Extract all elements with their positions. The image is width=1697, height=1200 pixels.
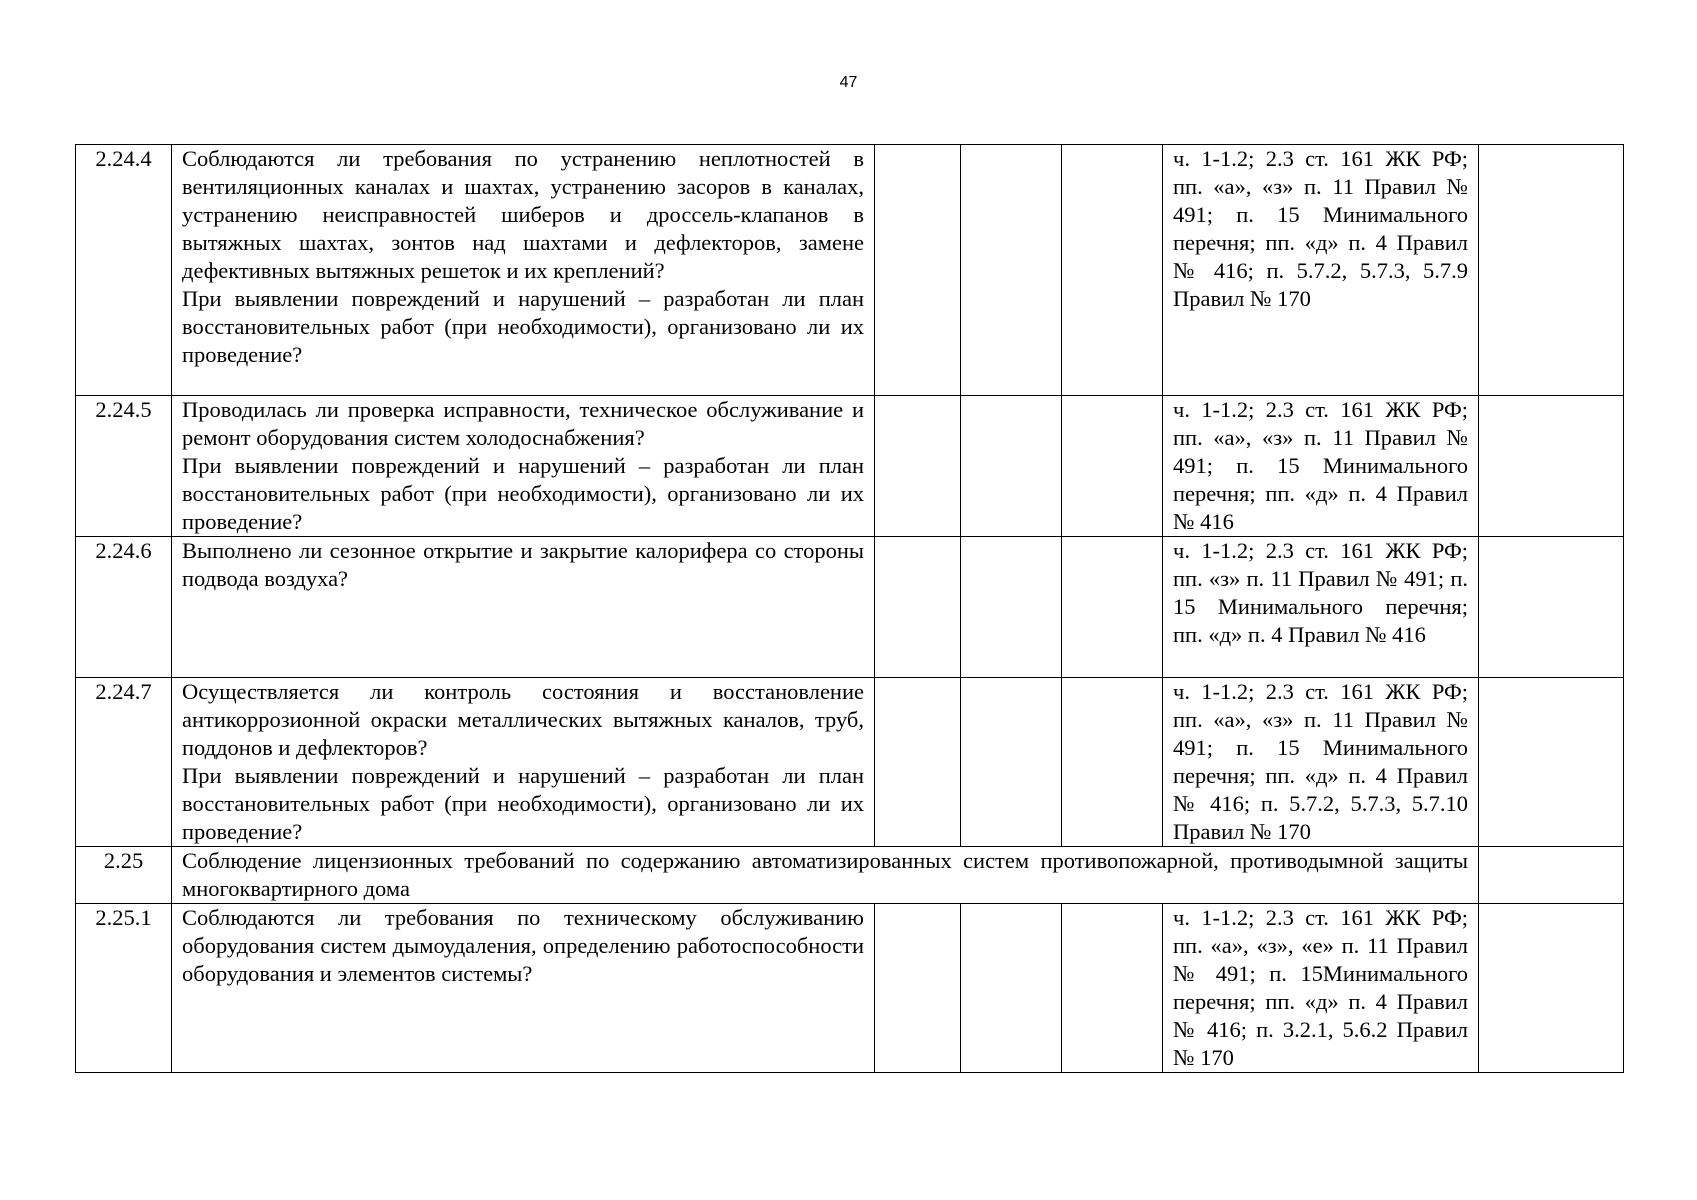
question-cell	[172, 396, 875, 537]
answer-cell-yes	[875, 537, 961, 678]
reference-cell: ч. 1-1.2; 2.3 ст. 161 ЖК РФ; пп. «а», «з», «е» п. 11 Правил № 491; п. 15Минимального перечня; пп. «д» п. 4 Правил № 416; п. 3.2.1, 5.6.2 Правил № 170	[1163, 904, 1479, 1073]
answer-cell-no	[961, 145, 1062, 396]
reference-cell: ч. 1-1.2; 2.3 ст. 161 ЖК РФ; пп. «з» п. 11 Правил № 491; п. 15 Минимального перечня; пп. «д» п. 4 Правил № 416	[1163, 537, 1479, 678]
page-number: 47	[839, 74, 858, 91]
reference-cell: ч. 1-1.2; 2.3 ст. 161 ЖК РФ; пп. «а», «з» п. 11 Правил № 491; п. 15 Минимального перечня; пп. «д» п. 4 Правил № 416; п. 5.7.2, 5.7.3, 5.7.9 Правил № 170	[1163, 145, 1479, 396]
checklist-table	[75, 144, 1624, 1073]
answer-cell-na	[1062, 396, 1163, 537]
table-row	[76, 678, 1624, 847]
table-row	[76, 537, 1624, 678]
notes-cell	[1479, 396, 1624, 537]
reference-cell: ч. 1-1.2; 2.3 ст. 161 ЖК РФ; пп. «а», «з» п. 11 Правил № 491; п. 15 Минимального перечня; пп. «д» п. 4 Правил № 416; п. 5.7.2, 5.7.3, 5.7.10 Правил № 170	[1163, 678, 1479, 847]
notes-cell	[1479, 145, 1624, 396]
answer-cell-yes	[875, 145, 961, 396]
item-number: 2.24.6	[76, 537, 172, 678]
answer-cell-na	[1062, 537, 1163, 678]
section-row	[76, 847, 1624, 904]
question-text: Соблюдаются ли требования по устранению неплотностей в вентиляционных каналах и шахтах, устранению засоров в каналах, устранению неисправностей шиберов и дроссель-клапанов в вытяжных шахтах, зонтов над шахтами и дефлекторов, замене дефективных вытяжных решеток и их креплений? При выявлении повреждений и нарушений – разработан ли план восстановительных работ (при необходимости), организовано ли их проведение?	[182, 146, 864, 367]
answer-cell-na	[1062, 904, 1163, 1073]
question-cell	[172, 678, 875, 847]
notes-cell	[1479, 678, 1624, 847]
question-cell	[172, 537, 875, 678]
answer-cell-yes	[875, 678, 961, 847]
answer-cell-yes	[875, 904, 961, 1073]
reference-cell: ч. 1-1.2; 2.3 ст. 161 ЖК РФ; пп. «а», «з» п. 11 Правил № 491; п. 15 Минимального перечня; пп. «д» п. 4 Правил № 416	[1163, 396, 1479, 537]
question-text: Осуществляется ли контроль состояния и восстановление антикоррозионной окраски металлических вытяжных каналов, труб, поддонов и дефлекторов? При выявлении повреждений и нарушений – разработан ли план восстановительных работ (при необходимости), организовано ли их проведение?	[182, 679, 864, 844]
answer-cell-no	[961, 537, 1062, 678]
table-row	[76, 145, 1624, 396]
section-title: Соблюдение лицензионных требований по содержанию автоматизированных систем противопожарной, противодымной защиты многоквартирного дома	[172, 847, 1479, 904]
answer-cell-no	[961, 396, 1062, 537]
item-number: 2.24.4	[76, 145, 172, 396]
question-cell	[172, 145, 875, 396]
answer-cell-na	[1062, 145, 1163, 396]
item-number: 2.24.5	[76, 396, 172, 537]
item-number: 2.24.7	[76, 678, 172, 847]
answer-cell-no	[961, 678, 1062, 847]
section-number: 2.25	[76, 847, 172, 904]
question-cell	[172, 904, 875, 1073]
question-text: Проводилась ли проверка исправности, техническое обслуживание и ремонт оборудования систем холодоснабжения? При выявлении повреждений и нарушений – разработан ли план восстановительных работ (при необходимости), организовано ли их проведение?	[182, 397, 864, 534]
notes-cell	[1479, 847, 1624, 904]
answer-cell-no	[961, 904, 1062, 1073]
question-text: Соблюдаются ли требования по техническому обслуживанию оборудования систем дымоудаления, определению работоспособности оборудования и элементов системы?	[182, 905, 864, 986]
question-text: Выполнено ли сезонное открытие и закрытие калорифера со стороны подвода воздуха?	[182, 538, 864, 591]
notes-cell	[1479, 904, 1624, 1073]
table-row	[76, 904, 1624, 1073]
table-row	[76, 396, 1624, 537]
item-number: 2.25.1	[76, 904, 172, 1073]
answer-cell-yes	[875, 396, 961, 537]
notes-cell	[1479, 537, 1624, 678]
answer-cell-na	[1062, 678, 1163, 847]
